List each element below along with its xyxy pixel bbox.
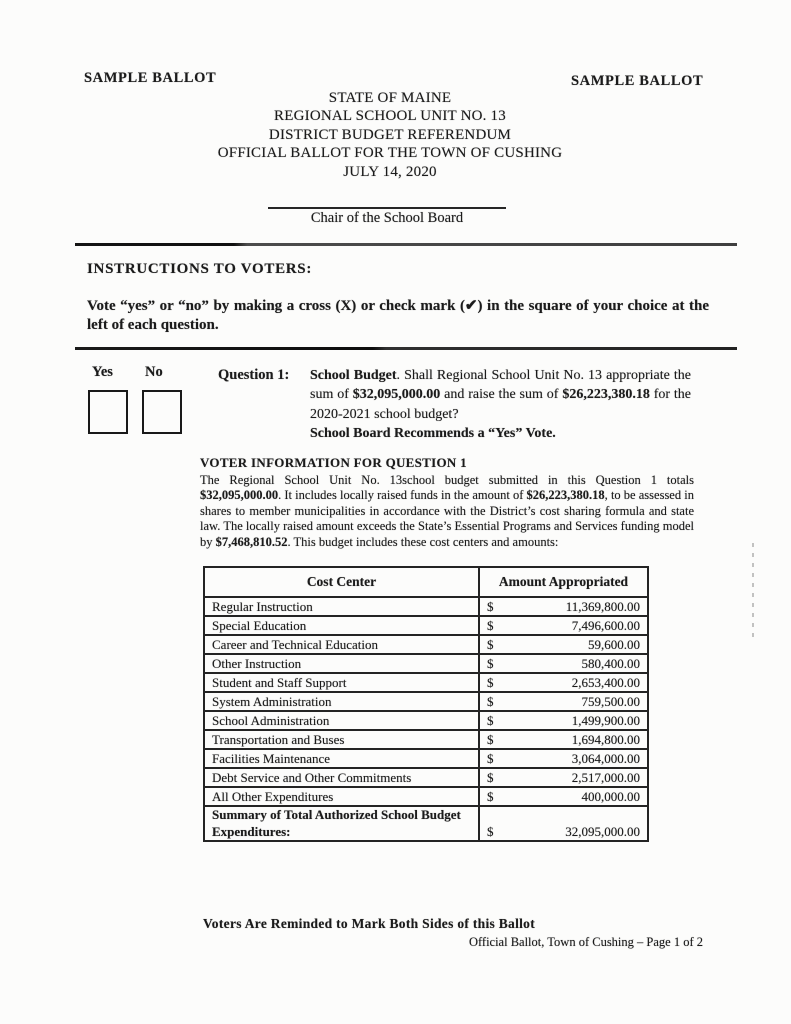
amount-value: 400,000.00 bbox=[581, 788, 640, 804]
currency-symbol: $ bbox=[487, 617, 494, 633]
table-row bbox=[204, 616, 648, 635]
amount-cell bbox=[479, 768, 648, 787]
table-row bbox=[204, 787, 648, 806]
voter-info-part-2: . It includes locally raised funds in the amount of bbox=[278, 488, 527, 503]
budget-table-body bbox=[204, 597, 648, 841]
footer-reminder: Voters Are Reminded to Mark Both Sides of this Ballot bbox=[203, 916, 536, 931]
amount-wrap bbox=[487, 732, 640, 748]
cost-center-cell: Debt Service and Other Commitments bbox=[204, 768, 479, 787]
voter-info-part-4: . This budget includes these cost centers and amounts: bbox=[287, 534, 559, 549]
sample-ballot-stamp-right: SAMPLE BALLOT bbox=[571, 73, 704, 89]
amount-cell bbox=[479, 692, 648, 711]
column-header-amount: Amount Appropriated bbox=[479, 567, 648, 597]
cost-center-cell: System Administration bbox=[204, 692, 479, 711]
currency-symbol: $ bbox=[487, 693, 494, 709]
amount-value: 1,694,800.00 bbox=[571, 731, 640, 747]
amount-wrap bbox=[487, 789, 640, 805]
scan-artifact bbox=[752, 543, 754, 643]
amount-value: 7,496,600.00 bbox=[571, 617, 640, 633]
amount-value: 11,369,800.00 bbox=[565, 598, 640, 614]
amount-value: 32,095,000.00 bbox=[565, 824, 640, 839]
footer-page-info: Official Ballot, Town of Cushing – Page 1 of 2 bbox=[468, 935, 703, 949]
amount-wrap bbox=[487, 637, 640, 653]
amount-wrap bbox=[487, 656, 640, 672]
table-row bbox=[204, 749, 648, 768]
yes-label: Yes bbox=[92, 364, 113, 380]
table-row bbox=[204, 635, 648, 654]
question-amount-appropriate: $32,095,000.00 bbox=[352, 387, 441, 403]
voter-info-part-1: The Regional School Unit No. 13school budget submitted in this Question 1 totals bbox=[200, 473, 694, 487]
amount-cell bbox=[479, 616, 648, 635]
voter-info-body bbox=[200, 473, 694, 550]
question-number-label: Question 1: bbox=[218, 367, 290, 383]
cost-center-cell: Transportation and Buses bbox=[204, 730, 479, 749]
voter-info-total-amount: $32,095,000.00 bbox=[200, 488, 279, 503]
table-row bbox=[204, 673, 648, 692]
budget-table-header bbox=[204, 567, 648, 597]
instructions-heading: INSTRUCTIONS TO VOTERS: bbox=[87, 261, 313, 277]
question-text-part-2: and raise the sum of bbox=[440, 387, 563, 403]
amount-cell bbox=[479, 749, 648, 768]
divider-instructions bbox=[75, 347, 737, 350]
table-row bbox=[204, 768, 648, 787]
column-header-cost-center: Cost Center bbox=[204, 567, 479, 597]
title-line-state: STATE OF MAINE bbox=[328, 90, 452, 106]
cost-center-cell: Other Instruction bbox=[204, 654, 479, 673]
currency-symbol: $ bbox=[487, 712, 494, 728]
amount-wrap bbox=[487, 713, 640, 729]
cost-center-cell: Regular Instruction bbox=[204, 597, 479, 616]
amount-wrap bbox=[487, 675, 640, 691]
currency-symbol: $ bbox=[487, 824, 494, 839]
currency-symbol: $ bbox=[487, 655, 494, 671]
voter-info-heading: VOTER INFORMATION FOR QUESTION 1 bbox=[200, 455, 467, 470]
currency-symbol: $ bbox=[487, 674, 494, 690]
cost-center-cell: All Other Expenditures bbox=[204, 787, 479, 806]
cost-center-cell: Facilities Maintenance bbox=[204, 749, 479, 768]
table-row bbox=[204, 806, 648, 841]
currency-symbol: $ bbox=[487, 636, 494, 652]
title-line-referendum: DISTRICT BUDGET REFERENDUM bbox=[268, 126, 512, 143]
amount-cell bbox=[479, 787, 648, 806]
voter-info-local-amount: $26,223,380.18 bbox=[526, 488, 605, 503]
amount-wrap bbox=[487, 599, 640, 615]
currency-symbol: $ bbox=[487, 598, 494, 614]
question-title: School Budget bbox=[310, 368, 397, 383]
amount-wrap bbox=[487, 751, 640, 767]
question-text-part-3: for the 2020-2021 school budget? bbox=[310, 387, 692, 422]
table-row bbox=[204, 654, 648, 673]
amount-value: 3,064,000.00 bbox=[571, 750, 640, 766]
amount-cell bbox=[479, 597, 648, 616]
header-row bbox=[204, 567, 648, 597]
currency-symbol: $ bbox=[487, 769, 494, 785]
title-line-town: OFFICIAL BALLOT FOR THE TOWN OF CUSHING bbox=[217, 145, 563, 162]
amount-value: 580,400.00 bbox=[581, 655, 640, 671]
sample-ballot-stamp-left: SAMPLE BALLOT bbox=[84, 70, 217, 86]
currency-symbol: $ bbox=[487, 750, 494, 766]
currency-symbol: $ bbox=[487, 788, 494, 804]
voter-info-excess-amount: $7,468,810.52 bbox=[215, 534, 288, 549]
ballot-title-block bbox=[0, 89, 780, 181]
yes-checkbox[interactable] bbox=[88, 390, 128, 434]
title-line-date: JULY 14, 2020 bbox=[343, 163, 437, 180]
amount-cell bbox=[479, 711, 648, 730]
table-row bbox=[204, 711, 648, 730]
signature-caption: Chair of the School Board bbox=[310, 210, 464, 226]
cost-center-cell: Special Education bbox=[204, 616, 479, 635]
amount-value: 59,600.00 bbox=[588, 636, 640, 652]
voter-info-part-3: , to be assessed in shares to member municipalities in accordance with the District’s cost sharing formula and state law. The locally raised amount exceeds the State’s Essential Programs and Services funding model by bbox=[200, 488, 694, 549]
amount-wrap bbox=[487, 770, 640, 786]
amount-wrap bbox=[487, 694, 640, 710]
amount-value: 1,499,900.00 bbox=[571, 712, 640, 728]
cost-center-cell: Career and Technical Education bbox=[204, 635, 479, 654]
amount-cell bbox=[479, 673, 648, 692]
amount-cell bbox=[479, 730, 648, 749]
title-line-district: REGIONAL SCHOOL UNIT NO. 13 bbox=[274, 108, 506, 125]
table-row bbox=[204, 692, 648, 711]
amount-wrap bbox=[487, 618, 640, 634]
cost-center-cell: Summary of Total Authorized School Budget Expenditures: bbox=[204, 806, 479, 841]
amount-value: 2,517,000.00 bbox=[571, 769, 640, 785]
amount-cell bbox=[479, 654, 648, 673]
instructions-body: Vote “yes” or “no” by making a cross (X) or check mark (✔) in the square of your choice at the left of each question. bbox=[87, 298, 709, 333]
currency-symbol: $ bbox=[487, 731, 494, 747]
amount-wrap bbox=[487, 824, 640, 840]
amount-cell bbox=[479, 635, 648, 654]
amount-value: 2,653,400.00 bbox=[571, 674, 640, 690]
no-label: No bbox=[145, 364, 163, 380]
board-recommendation: School Board Recommends a “Yes” Vote. bbox=[310, 425, 556, 441]
budget-table bbox=[203, 566, 649, 842]
amount-value: 759,500.00 bbox=[581, 693, 640, 709]
table-row bbox=[204, 597, 648, 616]
table-row bbox=[204, 730, 648, 749]
question-text bbox=[310, 366, 691, 443]
divider-masthead bbox=[75, 243, 737, 246]
question-amount-raise: $26,223,380.18 bbox=[562, 387, 650, 403]
amount-cell bbox=[479, 806, 648, 841]
signature-block bbox=[268, 207, 506, 227]
no-checkbox[interactable] bbox=[142, 390, 182, 434]
question-text-part-1: . Shall Regional School Unit No. 13 appropriate the sum of bbox=[310, 368, 691, 403]
cost-center-cell: Student and Staff Support bbox=[204, 673, 479, 692]
cost-center-cell: School Administration bbox=[204, 711, 479, 730]
